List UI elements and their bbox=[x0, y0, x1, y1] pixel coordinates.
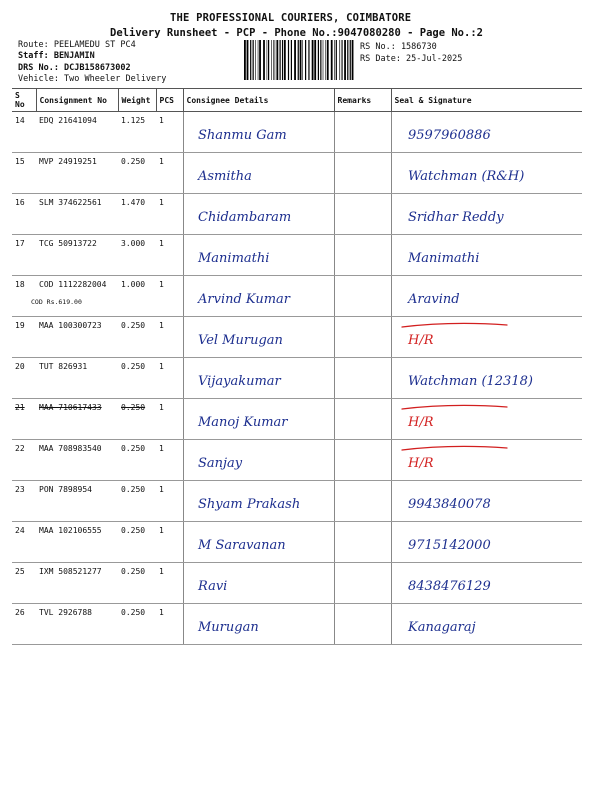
row-consignee-signature bbox=[183, 112, 334, 153]
consignee-name-text: Shanmu Gam bbox=[197, 128, 287, 143]
consignee-handwriting bbox=[184, 112, 334, 152]
row-remarks bbox=[334, 317, 391, 358]
row-weight bbox=[118, 276, 156, 317]
row-sno-text: 19 bbox=[15, 321, 25, 330]
seal-text: Manimathi bbox=[407, 251, 479, 266]
row-consignment-no bbox=[36, 112, 118, 153]
row-consignment-no bbox=[36, 153, 118, 194]
row-pcs bbox=[156, 276, 183, 317]
seal-text: H/R bbox=[407, 415, 434, 430]
drs-number: DRS No.: DCJB158673002 bbox=[18, 63, 131, 73]
row-remarks bbox=[334, 399, 391, 440]
row-pcs-text: 1 bbox=[159, 608, 164, 617]
row-consignment-no-text: COD 1112282004 bbox=[39, 280, 107, 289]
table-row bbox=[12, 235, 582, 276]
row-weight-text: 1.470 bbox=[121, 198, 146, 207]
row-remarks bbox=[334, 235, 391, 276]
seal-handwriting bbox=[392, 276, 583, 316]
row-consignee-signature bbox=[183, 235, 334, 276]
seal-text: 8438476129 bbox=[407, 579, 491, 594]
consignee-handwriting bbox=[184, 481, 334, 521]
seal-text: Sridhar Reddy bbox=[407, 210, 504, 225]
row-weight bbox=[118, 358, 156, 399]
row-weight bbox=[118, 563, 156, 604]
seal-text: Aravind bbox=[407, 292, 460, 307]
row-remarks bbox=[334, 604, 391, 645]
row-weight bbox=[118, 153, 156, 194]
row-consignment-no-text: TCG 50913722 bbox=[39, 239, 97, 248]
row-sno bbox=[12, 481, 36, 522]
row-seal-signature bbox=[391, 563, 582, 604]
row-weight-text: 0.250 bbox=[121, 567, 146, 576]
row-sno-text: 23 bbox=[15, 485, 25, 494]
row-pcs-text: 1 bbox=[159, 157, 164, 166]
row-seal-signature bbox=[391, 153, 582, 194]
row-remarks bbox=[334, 481, 391, 522]
col-seal-header: Seal & Signature bbox=[391, 89, 582, 112]
row-consignee-signature bbox=[183, 440, 334, 481]
col-remarks-header: Remarks bbox=[334, 89, 391, 112]
row-pcs-text: 1 bbox=[159, 239, 164, 248]
row-consignee-signature bbox=[183, 481, 334, 522]
row-consignment-no bbox=[36, 563, 118, 604]
row-pcs-text: 1 bbox=[159, 116, 164, 125]
seal-handwriting bbox=[392, 440, 583, 480]
row-weight-text: 0.250 bbox=[121, 362, 146, 371]
seal-handwriting bbox=[392, 153, 583, 193]
row-remarks bbox=[334, 440, 391, 481]
row-remarks bbox=[334, 112, 391, 153]
barcode-image bbox=[243, 40, 355, 80]
seal-handwriting bbox=[392, 604, 583, 644]
consignee-handwriting bbox=[184, 563, 334, 603]
consignee-name-text: Murugan bbox=[197, 620, 259, 635]
row-seal-signature bbox=[391, 276, 582, 317]
consignee-handwriting bbox=[184, 358, 334, 398]
row-weight-text: 0.250 bbox=[121, 403, 146, 412]
row-seal-signature bbox=[391, 235, 582, 276]
row-consignee-signature bbox=[183, 399, 334, 440]
table-row bbox=[12, 276, 582, 317]
row-consignment-no-text: MVP 24919251 bbox=[39, 157, 97, 166]
consignee-name-text: M Saravanan bbox=[197, 538, 286, 553]
row-weight bbox=[118, 522, 156, 563]
row-pcs bbox=[156, 522, 183, 563]
row-weight bbox=[118, 481, 156, 522]
row-weight bbox=[118, 194, 156, 235]
row-sno-text: 26 bbox=[15, 608, 25, 617]
row-pcs-text: 1 bbox=[159, 362, 164, 371]
consignee-name-text: Arvind Kumar bbox=[197, 292, 290, 307]
consignee-handwriting bbox=[184, 276, 334, 316]
consignee-handwriting bbox=[184, 522, 334, 562]
consignee-handwriting bbox=[184, 235, 334, 275]
row-consignment-no bbox=[36, 440, 118, 481]
row-remarks bbox=[334, 358, 391, 399]
row-pcs-text: 1 bbox=[159, 485, 164, 494]
row-weight-text: 0.250 bbox=[121, 157, 146, 166]
row-consignment-no-text: PON 7898954 bbox=[39, 485, 92, 494]
seal-text: Kanagaraj bbox=[407, 620, 476, 635]
row-pcs bbox=[156, 235, 183, 276]
table-row bbox=[12, 399, 582, 440]
row-sno-text: 14 bbox=[15, 116, 25, 125]
table-row bbox=[12, 522, 582, 563]
rs-date: RS Date: 25-Jul-2025 bbox=[360, 54, 463, 64]
row-pcs bbox=[156, 399, 183, 440]
row-weight-text: 1.000 bbox=[121, 280, 146, 289]
route-label: Route: PEELAMEDU ST PC4 bbox=[18, 40, 136, 50]
table-row bbox=[12, 481, 582, 522]
row-sno-text: 24 bbox=[15, 526, 25, 535]
consignee-handwriting bbox=[184, 604, 334, 644]
red-stroke-mark bbox=[402, 323, 507, 327]
row-sno bbox=[12, 604, 36, 645]
table-row bbox=[12, 604, 582, 645]
consignee-name-text: Ravi bbox=[197, 579, 227, 594]
row-pcs-text: 1 bbox=[159, 567, 164, 576]
consignee-handwriting bbox=[184, 194, 334, 234]
row-sno-text: 22 bbox=[15, 444, 25, 453]
consignee-handwriting bbox=[184, 153, 334, 193]
consignee-name-text: Sanjay bbox=[197, 456, 242, 471]
row-weight bbox=[118, 235, 156, 276]
table-row bbox=[12, 112, 582, 153]
row-weight bbox=[118, 399, 156, 440]
consignee-name-text: Vel Murugan bbox=[197, 333, 283, 348]
row-seal-signature bbox=[391, 399, 582, 440]
col-consignment-header: Consignment No bbox=[36, 89, 118, 112]
row-seal-signature bbox=[391, 604, 582, 645]
sheet-title: Delivery Runsheet - PCP - Phone No.:9047080280 - Page No.:2 bbox=[110, 27, 483, 39]
vehicle-label: Vehicle: Two Wheeler Delivery bbox=[18, 74, 167, 84]
row-consignment-no-text: EDQ 21641094 bbox=[39, 116, 97, 125]
seal-text: Watchman (12318) bbox=[407, 374, 533, 389]
row-consignment-no bbox=[36, 399, 118, 440]
row-weight bbox=[118, 604, 156, 645]
seal-text: 9597960886 bbox=[407, 128, 491, 143]
row-sno bbox=[12, 317, 36, 358]
row-weight-text: 0.250 bbox=[121, 526, 146, 535]
table-row bbox=[12, 317, 582, 358]
row-weight-text: 0.250 bbox=[121, 608, 146, 617]
row-consignment-no bbox=[36, 194, 118, 235]
row-pcs bbox=[156, 563, 183, 604]
row-consignee-signature bbox=[183, 194, 334, 235]
row-seal-signature bbox=[391, 358, 582, 399]
seal-text: H/R bbox=[407, 456, 434, 471]
seal-handwriting bbox=[392, 358, 583, 398]
row-sno-text: 16 bbox=[15, 198, 25, 207]
consignee-name-text: Vijayakumar bbox=[197, 374, 281, 389]
table-header-row bbox=[12, 89, 582, 112]
row-weight bbox=[118, 112, 156, 153]
row-pcs-text: 1 bbox=[159, 280, 164, 289]
row-pcs bbox=[156, 153, 183, 194]
cod-amount: COD Rs.619.00 bbox=[31, 298, 82, 306]
row-weight-text: 0.250 bbox=[121, 444, 146, 453]
seal-text: 9943840078 bbox=[407, 497, 491, 512]
row-remarks bbox=[334, 563, 391, 604]
row-consignee-signature bbox=[183, 317, 334, 358]
seal-handwriting bbox=[392, 235, 583, 275]
row-consignment-no bbox=[36, 358, 118, 399]
seal-handwriting bbox=[392, 522, 583, 562]
row-sno-text: 21 bbox=[15, 403, 25, 412]
row-pcs bbox=[156, 481, 183, 522]
row-sno bbox=[12, 153, 36, 194]
table-row bbox=[12, 194, 582, 235]
row-consignment-no-text: MAA 100300723 bbox=[39, 321, 102, 330]
company-title: THE PROFESSIONAL COURIERS, COIMBATORE bbox=[170, 12, 412, 24]
table-row bbox=[12, 358, 582, 399]
row-pcs-text: 1 bbox=[159, 403, 164, 412]
row-remarks bbox=[334, 522, 391, 563]
row-pcs bbox=[156, 194, 183, 235]
table-row bbox=[12, 563, 582, 604]
row-consignee-signature bbox=[183, 604, 334, 645]
row-consignment-no bbox=[36, 604, 118, 645]
row-consignment-no bbox=[36, 235, 118, 276]
seal-text: H/R bbox=[407, 333, 434, 348]
row-pcs bbox=[156, 317, 183, 358]
row-sno-text: 25 bbox=[15, 567, 25, 576]
consignee-handwriting bbox=[184, 317, 334, 357]
row-pcs-text: 1 bbox=[159, 526, 164, 535]
row-seal-signature bbox=[391, 440, 582, 481]
row-pcs-text: 1 bbox=[159, 444, 164, 453]
row-sno bbox=[12, 358, 36, 399]
row-consignee-signature bbox=[183, 563, 334, 604]
consignee-name-text: Shyam Prakash bbox=[197, 497, 300, 512]
row-consignment-no bbox=[36, 481, 118, 522]
row-sno bbox=[12, 235, 36, 276]
row-weight-text: 3.000 bbox=[121, 239, 146, 248]
row-pcs bbox=[156, 358, 183, 399]
row-consignment-no-text: TUT 826931 bbox=[39, 362, 88, 371]
row-consignment-no bbox=[36, 522, 118, 563]
row-remarks bbox=[334, 276, 391, 317]
seal-handwriting bbox=[392, 399, 583, 439]
col-consignee-header: Consignee Details bbox=[183, 89, 334, 112]
row-sno bbox=[12, 440, 36, 481]
seal-handwriting bbox=[392, 563, 583, 603]
consignee-name-text: Manoj Kumar bbox=[197, 415, 288, 430]
consignee-name-text: Manimathi bbox=[197, 251, 269, 266]
row-consignment-no bbox=[31, 276, 118, 317]
row-pcs bbox=[156, 604, 183, 645]
row-remarks bbox=[334, 194, 391, 235]
row-sno-text: 18 bbox=[15, 280, 25, 289]
row-consignee-signature bbox=[183, 153, 334, 194]
seal-handwriting bbox=[392, 317, 583, 357]
row-consignment-no-text: MAA 710617433 bbox=[39, 403, 102, 412]
seal-handwriting bbox=[392, 194, 583, 234]
row-consignment-no-text: IXM 508521277 bbox=[39, 567, 102, 576]
row-weight-text: 1.125 bbox=[121, 116, 146, 125]
row-pcs bbox=[156, 440, 183, 481]
table-row bbox=[12, 440, 582, 481]
row-weight bbox=[118, 317, 156, 358]
table-row bbox=[12, 153, 582, 194]
row-consignment-no-text: MAA 708983540 bbox=[39, 444, 102, 453]
consignee-handwriting bbox=[184, 399, 334, 439]
row-sno bbox=[12, 276, 36, 317]
row-sno bbox=[12, 522, 36, 563]
row-weight-text: 0.250 bbox=[121, 485, 146, 494]
row-seal-signature bbox=[391, 522, 582, 563]
consignee-handwriting bbox=[184, 440, 334, 480]
col-sno-header: S No bbox=[12, 89, 36, 112]
row-seal-signature bbox=[391, 481, 582, 522]
row-consignee-signature bbox=[183, 358, 334, 399]
rs-number: RS No.: 1586730 bbox=[360, 42, 437, 52]
col-pcs-header: PCS bbox=[156, 89, 183, 112]
row-seal-signature bbox=[391, 194, 582, 235]
row-sno-text: 20 bbox=[15, 362, 25, 371]
row-pcs bbox=[156, 112, 183, 153]
row-pcs-text: 1 bbox=[159, 321, 164, 330]
row-sno bbox=[12, 563, 36, 604]
seal-text: 9715142000 bbox=[407, 538, 491, 553]
seal-handwriting bbox=[392, 481, 583, 521]
row-consignment-no bbox=[36, 317, 118, 358]
seal-handwriting bbox=[392, 112, 583, 152]
row-pcs-text: 1 bbox=[159, 198, 164, 207]
row-consignment-no-text: SLM 374622561 bbox=[39, 198, 102, 207]
row-weight bbox=[118, 440, 156, 481]
red-stroke-mark bbox=[402, 446, 507, 450]
staff-label: Staff: BENJAMIN bbox=[18, 51, 95, 61]
row-consignment-no-text: MAA 102106555 bbox=[39, 526, 102, 535]
red-stroke-mark bbox=[402, 405, 507, 409]
row-seal-signature bbox=[391, 112, 582, 153]
row-seal-signature bbox=[391, 317, 582, 358]
row-consignee-signature bbox=[183, 276, 334, 317]
row-sno bbox=[12, 399, 36, 440]
seal-text: Watchman (R&H) bbox=[407, 169, 524, 184]
row-sno-text: 17 bbox=[15, 239, 25, 248]
col-weight-header: Weight bbox=[118, 89, 156, 112]
row-sno bbox=[12, 194, 36, 235]
consignee-name-text: Chidambaram bbox=[197, 210, 291, 225]
row-remarks bbox=[334, 153, 391, 194]
row-sno bbox=[12, 112, 36, 153]
row-sno-text: 15 bbox=[15, 157, 25, 166]
row-weight-text: 0.250 bbox=[121, 321, 146, 330]
consignee-name-text: Asmitha bbox=[197, 169, 252, 184]
runsheet-table bbox=[12, 88, 582, 645]
row-consignment-no-text: TVL 2926788 bbox=[39, 608, 92, 617]
row-consignee-signature bbox=[183, 522, 334, 563]
